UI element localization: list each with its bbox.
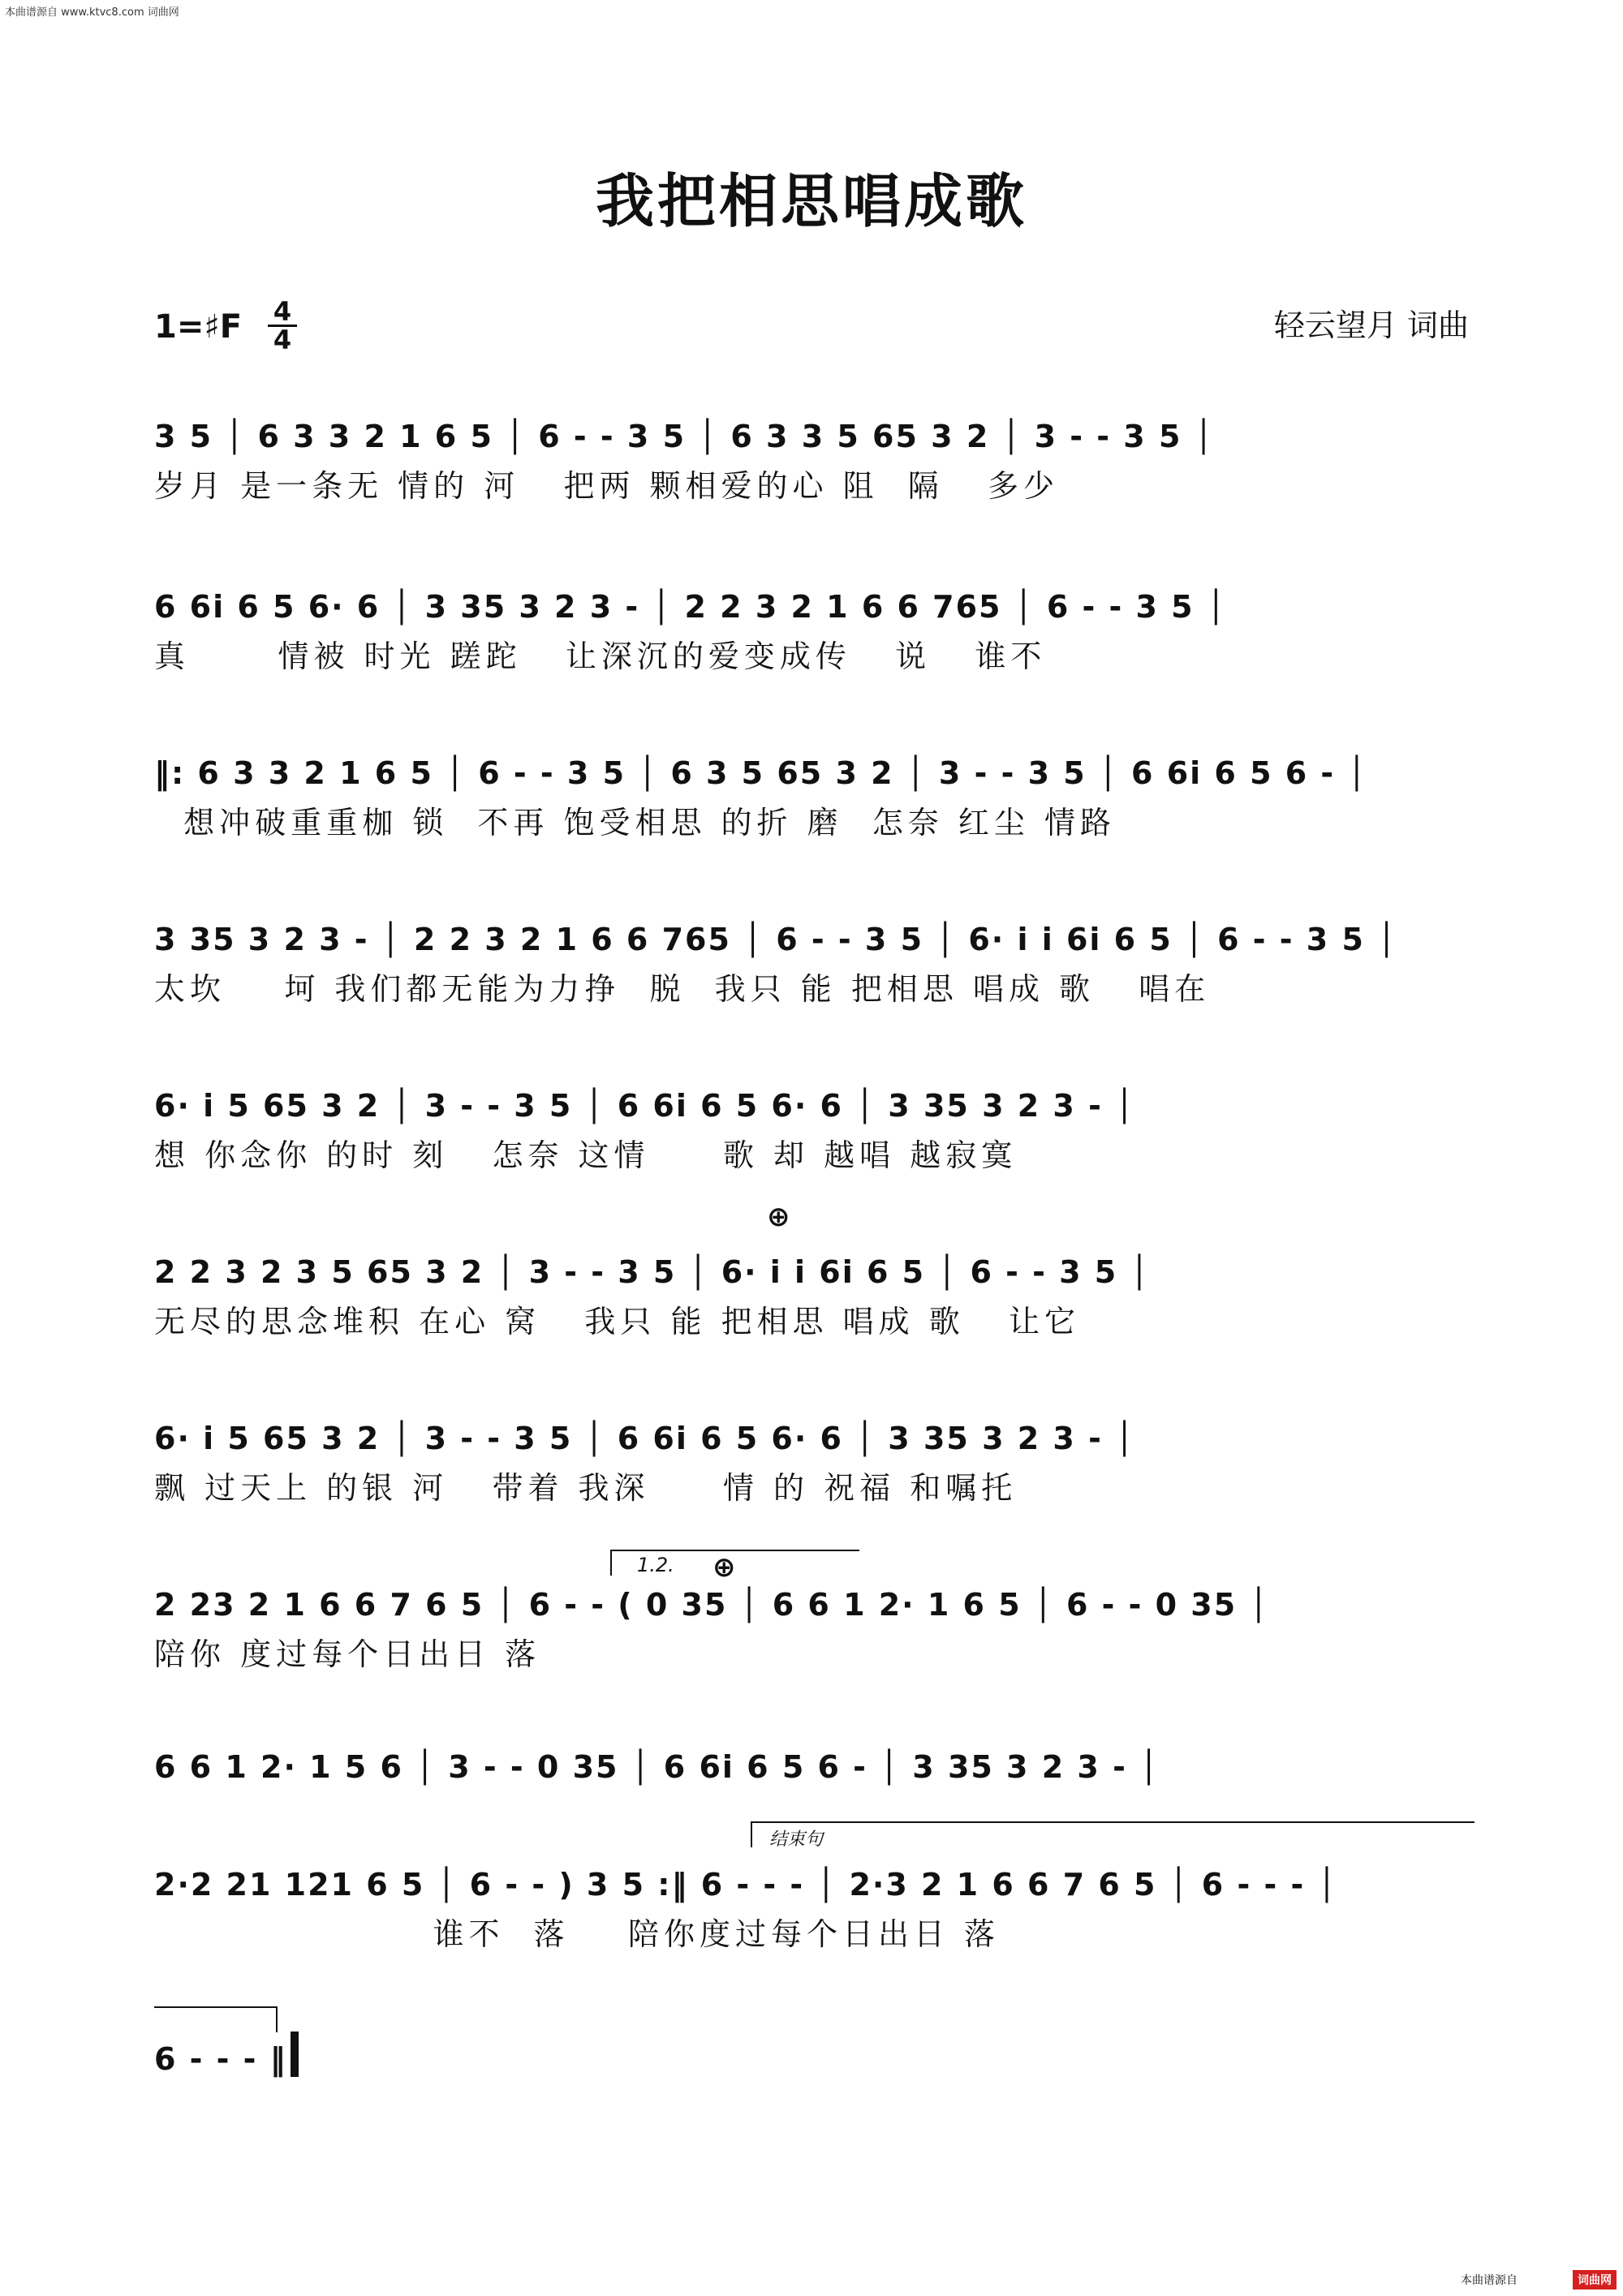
footer-source-text: 本曲谱源自 xyxy=(1461,2274,1518,2287)
lyrics-line: 岁月 是一条无 情的 河 把两 颗相爱的心 阻 隔 多少 xyxy=(154,468,1060,504)
lyrics-line: 真 情被 时光 蹉跎 让深沉的爱变成传 说 谁不 xyxy=(154,638,1047,674)
coda-icon: ⊕ xyxy=(767,1201,790,1233)
score-system xyxy=(154,909,1477,1013)
notes-text: 6 6 1 2· 1 5 6 │ 3 - - 0 35 │ 6 6i 6 5 6 - │ 3 35 3 2 3 - │ xyxy=(154,1749,1160,1785)
site-watermark: 本曲谱源自 www.ktvc8.com 词曲网 xyxy=(5,6,179,19)
score-system xyxy=(154,742,1477,846)
notation-line xyxy=(154,1408,1477,1456)
notes-text: 2 2 3 2 3 5 65 3 2 │ 3 - - 3 5 │ 6· i i 6i 6 5 │ 6 - - 3 5 │ xyxy=(154,1254,1151,1290)
ending-bracket xyxy=(751,1821,1474,1847)
notes-text: 6 6i 6 5 6· 6 │ 3 35 3 2 3 - │ 2 2 3 2 1 6 6 765 │ 6 - - 3 5 │ xyxy=(154,589,1227,625)
key-signature: 1=♯F xyxy=(154,308,243,346)
ending-label: 结束句 xyxy=(769,1829,824,1850)
notes-text: 2 23 2 1 6 6 7 6 5 │ 6 - - ( 0 35 │ 6 6 1 2· 1 6 5 │ 6 - - 0 35 │ xyxy=(154,1587,1270,1623)
notation-line xyxy=(154,1854,1477,1903)
score-system xyxy=(154,1736,1477,1785)
notation-line xyxy=(154,406,1477,454)
notes-text: 6 - - - ‖ xyxy=(154,2041,287,2077)
score-system xyxy=(154,1075,1477,1179)
lyrics-line: 想冲破重重枷 锁 不再 饱受相思 的折 磨 怎奈 红尘 情路 xyxy=(154,805,1116,841)
time-denominator: 4 xyxy=(273,325,292,355)
notation-line xyxy=(154,576,1477,625)
page-title: 我把相思唱成歌 xyxy=(595,166,1027,235)
footer-site-logo: 词曲网 xyxy=(1573,2270,1617,2290)
notation-line xyxy=(154,1574,1477,1623)
notes-text: 3 5 │ 6 3 3 2 1 6 5 │ 6 - - 3 5 │ 6 3 3 5 65 3 2 │ 3 - - 3 5 │ xyxy=(154,419,1215,454)
final-barline xyxy=(291,2032,299,2077)
lyrics-line: 飘 过天上 的银 河 带着 我深 情 的 祝福 和嘱托 xyxy=(154,1470,1018,1506)
lyrics-line: 谁不 落 陪你度过每个日出日 落 xyxy=(154,1916,1001,1952)
score-system xyxy=(154,1854,1477,1958)
notation-line xyxy=(154,1241,1477,1290)
lyrics-line: 无尽的思念堆积 在心 窝 我只 能 把相思 唱成 歌 让它 xyxy=(154,1304,1080,1339)
score-system xyxy=(154,1408,1477,1511)
notation-line xyxy=(154,909,1477,957)
notation-line xyxy=(154,1075,1477,1124)
score-system xyxy=(154,406,1477,510)
coda-icon: ⊕ xyxy=(712,1551,736,1584)
score-system xyxy=(154,576,1477,680)
volta-label: 1.2. xyxy=(637,1554,674,1576)
notes-text: ‖: 6 3 3 2 1 6 5 │ 6 - - 3 5 │ 6 3 5 65 3 2 │ 3 - - 3 5 │ 6 6i 6 5 6 - │ xyxy=(154,755,1368,791)
lyrics-line: 陪你 度过每个日出日 落 xyxy=(154,1636,541,1672)
notation-line xyxy=(154,742,1477,791)
notes-text: 6· i 5 65 3 2 │ 3 - - 3 5 │ 6 6i 6 5 6· 6 │ 3 35 3 2 3 - │ xyxy=(154,1421,1135,1456)
time-signature xyxy=(268,296,297,355)
notation-line xyxy=(154,2028,1477,2077)
score-system xyxy=(154,2028,1477,2077)
score-system xyxy=(154,1574,1477,1678)
time-numerator: 4 xyxy=(273,296,292,327)
score-system xyxy=(154,1241,1477,1345)
notes-text: 6· i 5 65 3 2 │ 3 - - 3 5 │ 6 6i 6 5 6· 6 │ 3 35 3 2 3 - │ xyxy=(154,1088,1135,1124)
notation-line xyxy=(154,1736,1477,1785)
lyrics-line: 太坎 坷 我们都无能为力挣 脱 我只 能 把相思 唱成 歌 唱在 xyxy=(154,971,1211,1007)
notes-text: 2·2 21 121 6 5 │ 6 - - ) 3 5 :‖ 6 - - - │ 2·3 2 1 6 6 7 6 5 │ 6 - - - │ xyxy=(154,1867,1338,1903)
credit: 轻云望月 词曲 xyxy=(1273,307,1469,343)
lyrics-line: 想 你念你 的时 刻 怎奈 这情 歌 却 越唱 越寂寞 xyxy=(154,1137,1018,1173)
notes-text: 3 35 3 2 3 - │ 2 2 3 2 1 6 6 765 │ 6 - - 3 5 │ 6· i i 6i 6 5 │ 6 - - 3 5 │ xyxy=(154,922,1398,957)
